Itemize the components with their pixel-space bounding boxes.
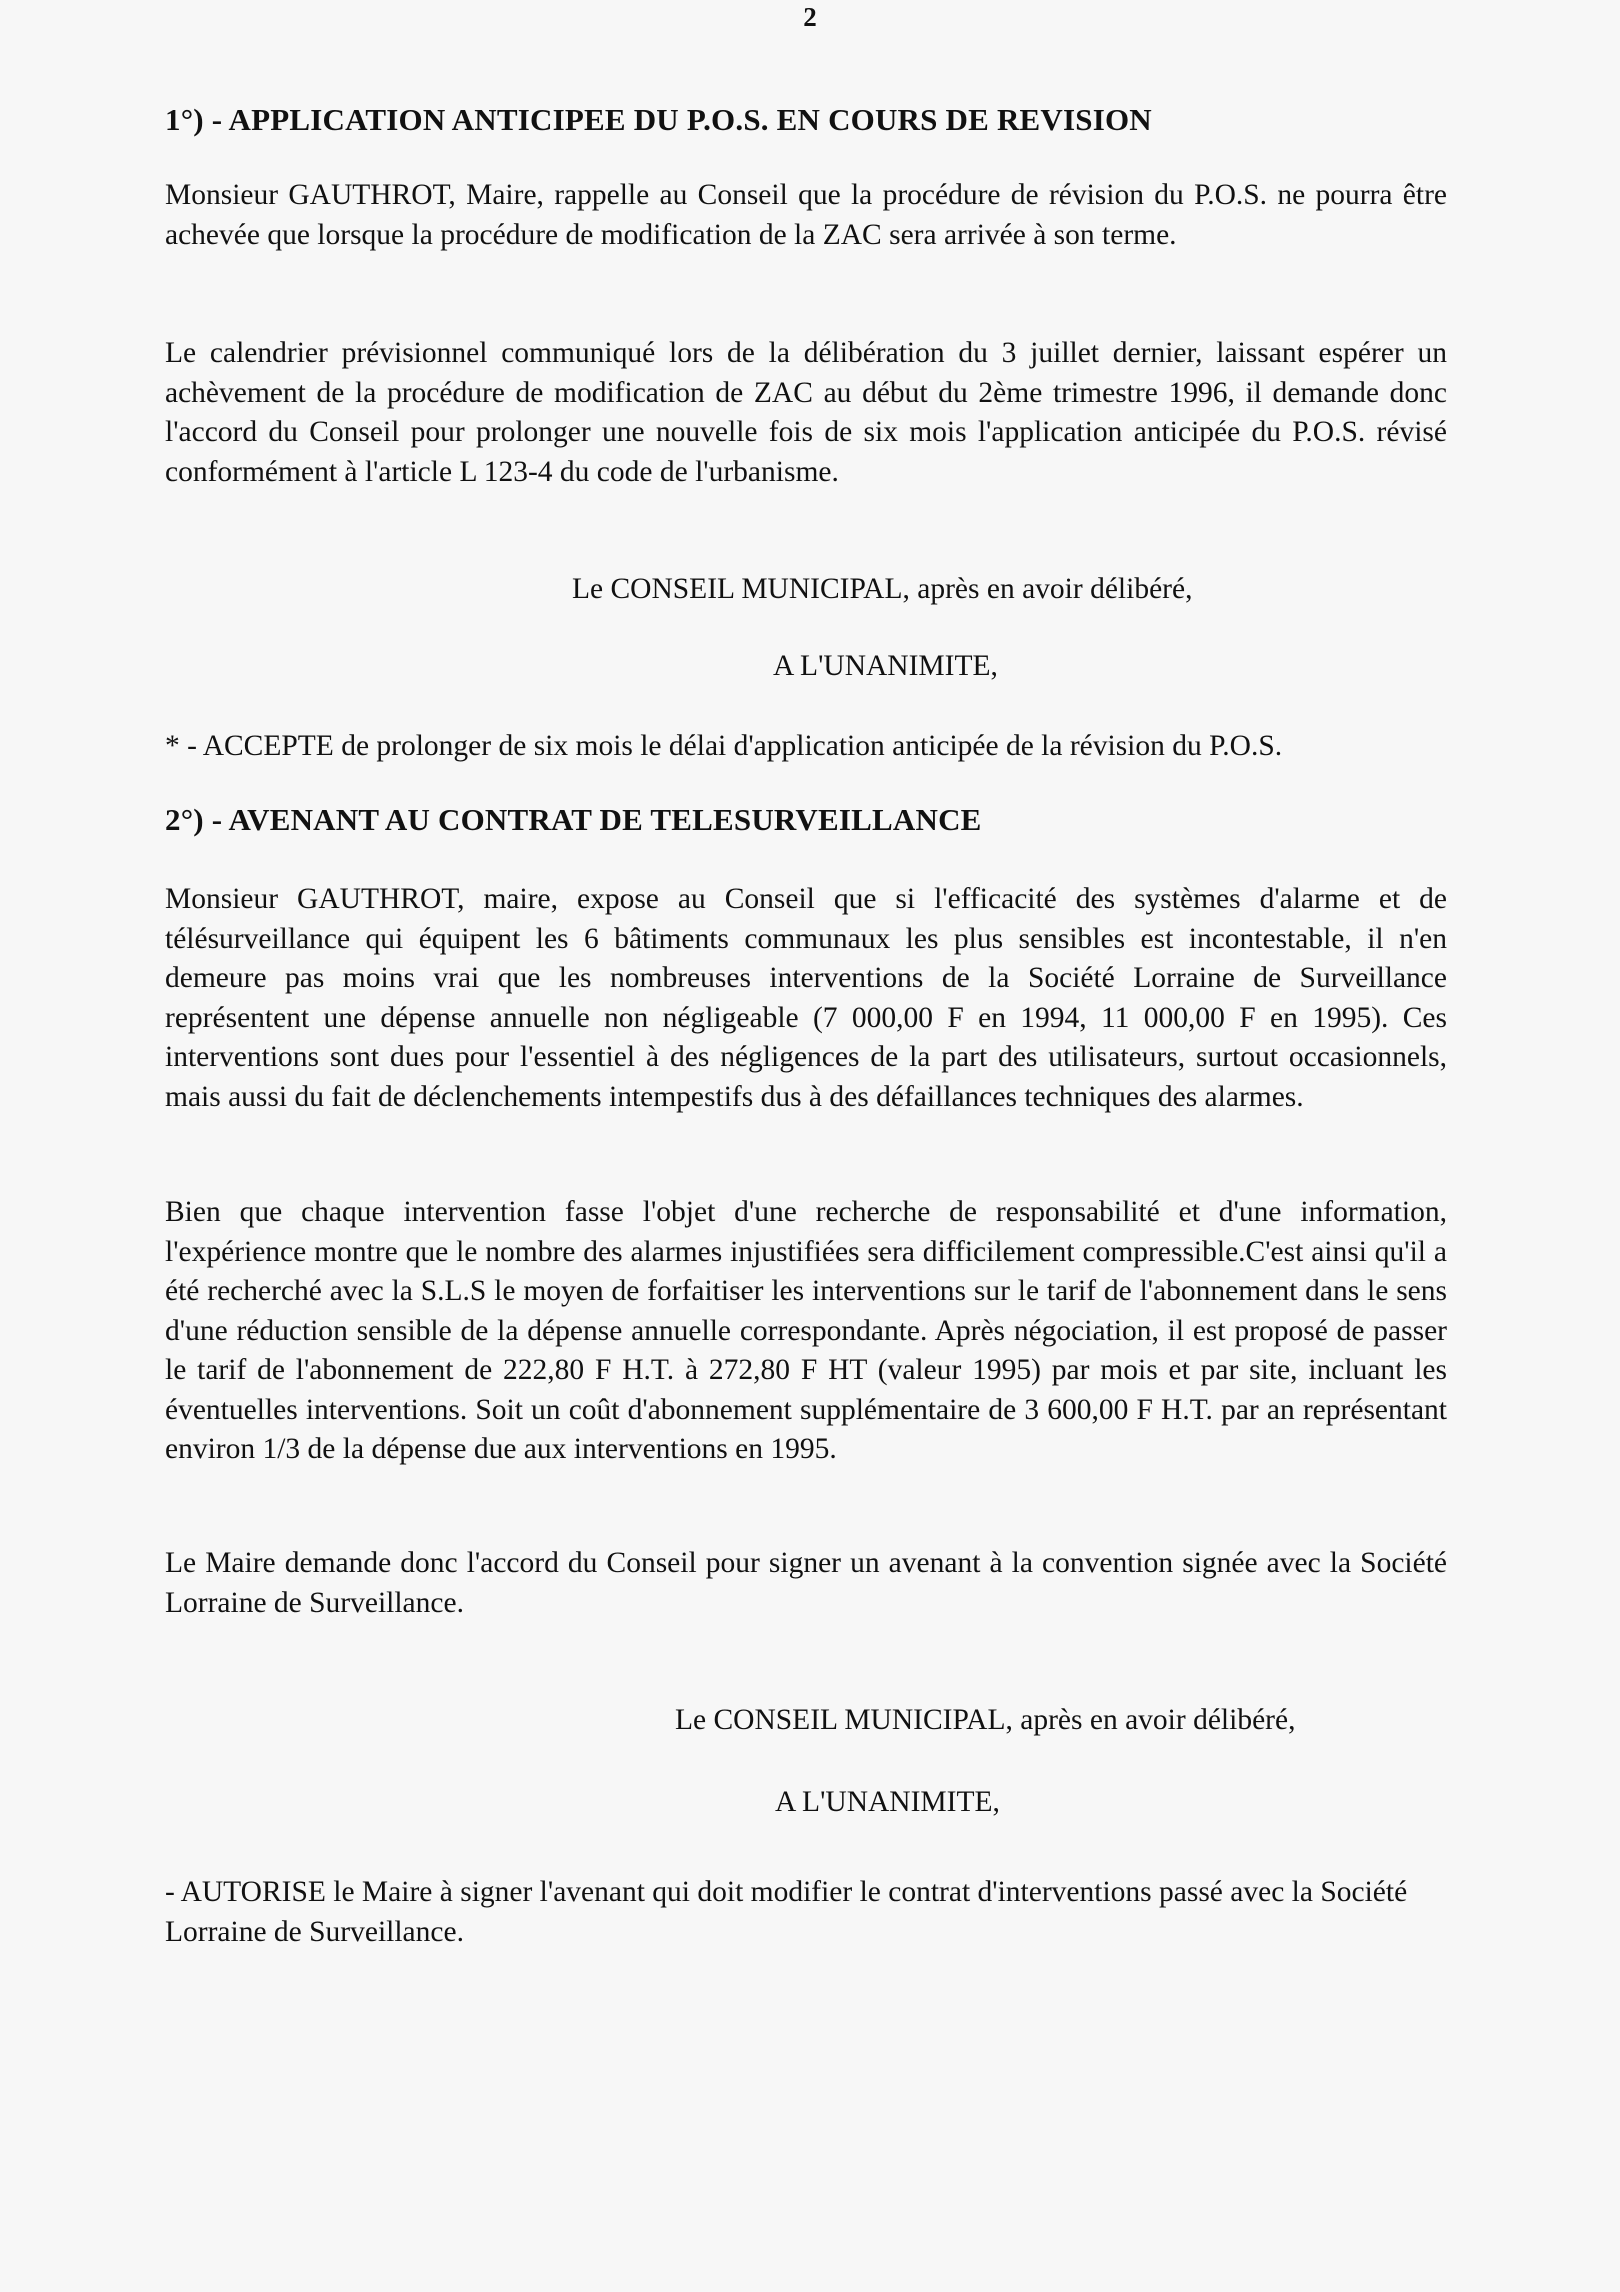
- section-2-paragraph-1: [165, 880, 1447, 1117]
- section-2-heading: 2°) - AVENANT AU CONTRAT DE TELESURVEILLANCE: [165, 802, 982, 837]
- page-number: 2: [803, 2, 817, 32]
- paragraph-text: Monsieur GAUTHROT, Maire, rappelle au Conseil que la procédure de révision du P.O.S. ne pourra être achevée que lorsque la procédure de modification de la ZAC sera arrivée à son terme.: [165, 179, 1447, 251]
- paragraph-text: Bien que chaque intervention fasse l'objet d'une recherche de responsabilité et d'une information, l'expérience montre que le nombre des alarmes injustifiées sera difficilement compressible.C'est ainsi qu'il a été recherché avec la S.L.S le moyen de forfaitiser les interventions sur le tarif de l'abonnement dans le sens d'une réduction sensible de la dépense annuelle correspondante. Après négociation, il est proposé de passer le tarif de l'abonnement de 222,80 F H.T. à 272,80 F HT (valeur 1995) par mois et par site, incluant les éventuelles interventions. Soit un coût d'abonnement supplémentaire de 3 600,00 F H.T. par an représentant environ 1/3 de la dépense due aux interventions en 1995.: [165, 1196, 1447, 1465]
- section-1-paragraph-1: [165, 176, 1447, 255]
- section-2-paragraph-3: [165, 1544, 1447, 1623]
- paragraph-text: Le calendrier prévisionnel communiqué lors de la délibération du 3 juillet dernier, laissant espérer un achèvement de la procédure de modification de ZAC au début du 2ème trimestre 1996, il demande donc l'accord du Conseil pour prolonger une nouvelle fois de six mois l'application anticipée du P.O.S. révisé conformément à l'article L 123-4 du code de l'urbanisme.: [165, 337, 1447, 488]
- paragraph-text: Monsieur GAUTHROT, maire, expose au Conseil que si l'efficacité des systèmes d'alarme et de télésurveillance qui équipent les 6 bâtiments communaux les plus sensibles est incontestable, il n'en demeure pas moins vrai que les nombreuses interventions de la Société Lorraine de Surveillance représentent une dépense annuelle non négligeable (7 000,00 F en 1994, 11 000,00 F en 1995). Ces interventions sont dues pour l'essentiel à des négligences de la part des utilisateurs, surtout occasionnels, mais aussi du fait de déclenchements intempestifs dus à des défaillances techniques des alarmes.: [165, 883, 1447, 1113]
- section-1-heading: 1°) - APPLICATION ANTICIPEE DU P.O.S. EN COURS DE REVISION: [165, 102, 1152, 137]
- section-2-decision: - AUTORISE le Maire à signer l'avenant qui doit modifier le contrat d'interventions passé avec la Société Lorraine de Surveillance.: [165, 1876, 1408, 1948]
- section-1-deliberation: Le CONSEIL MUNICIPAL, après en avoir délibéré,: [572, 573, 1193, 605]
- section-2-deliberation: Le CONSEIL MUNICIPAL, après en avoir délibéré,: [675, 1704, 1296, 1736]
- section-2-paragraph-2: [165, 1193, 1447, 1470]
- section-1-paragraph-2: [165, 334, 1447, 492]
- section-1-decision: * - ACCEPTE de prolonger de six mois le délai d'application anticipée de la révision du P.O.S.: [165, 730, 1283, 762]
- section-1-vote: A L'UNANIMITE,: [773, 650, 998, 682]
- paragraph-text: Le Maire demande donc l'accord du Conseil pour signer un avenant à la convention signée avec la Société Lorraine de Surveillance.: [165, 1547, 1447, 1619]
- section-2-vote: A L'UNANIMITE,: [775, 1786, 1000, 1818]
